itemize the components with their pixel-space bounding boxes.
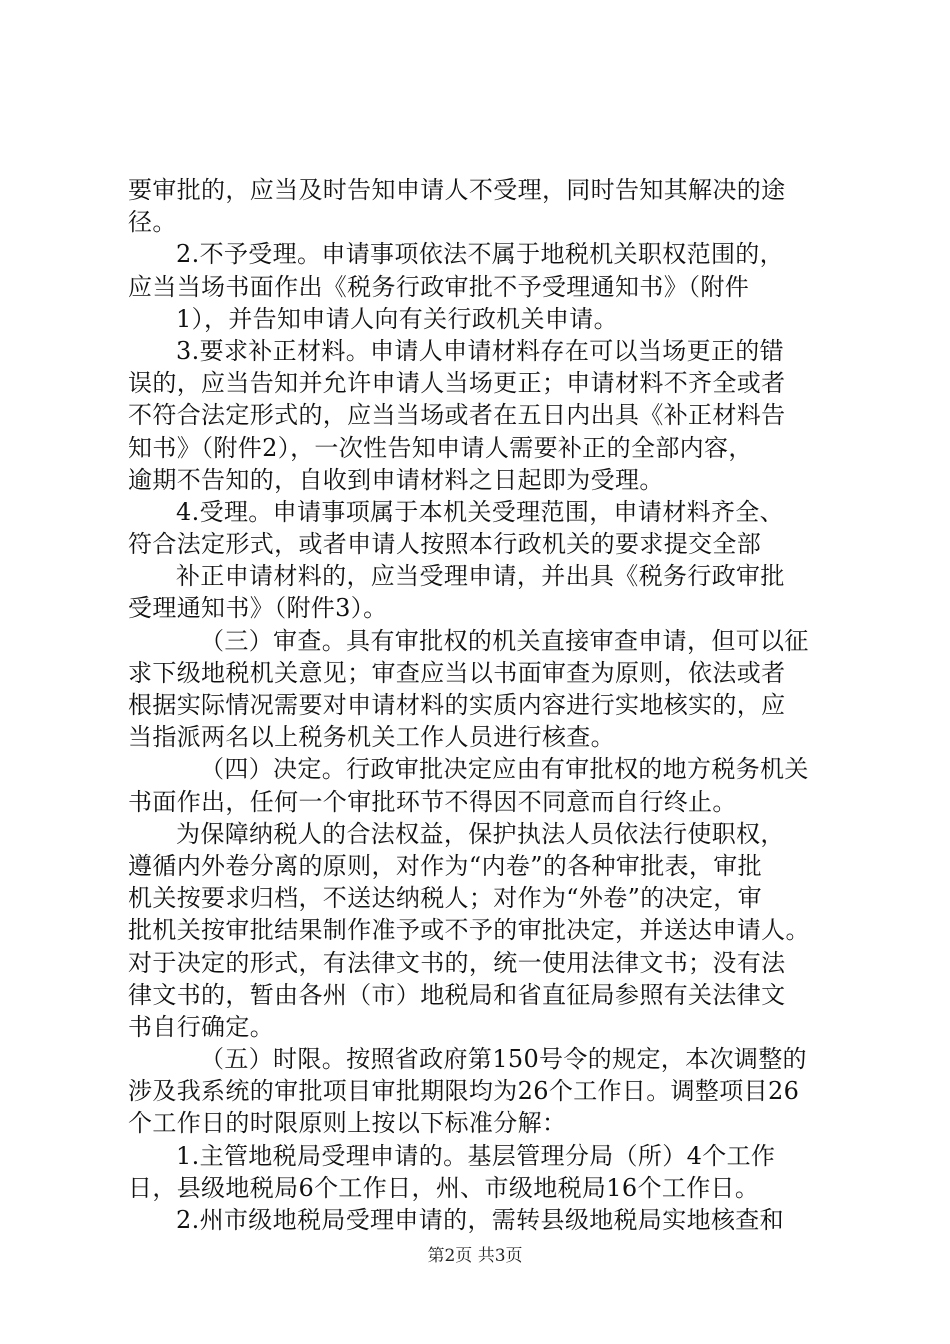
body-line: 逾期不告知的，自收到申请材料之日起即为受理。 xyxy=(128,465,664,494)
body-line: 1），并告知申请人向有关行政机关申请。 xyxy=(176,304,618,333)
body-line: （四）决定。行政审批决定应由有审批权的地方税务机关 xyxy=(200,755,809,784)
body-line: 机关按要求归档，不送达纳税人；对作为“外卷”的决定，审 xyxy=(128,884,762,913)
body-line: 2.不予受理。申请事项依法不属于地税机关职权范围的， xyxy=(176,240,784,269)
body-line: 符合法定形式，或者申请人按照本行政机关的要求提交全部 xyxy=(128,530,762,559)
body-line: 误的，应当告知并允许申请人当场更正；申请材料不齐全或者 xyxy=(128,369,786,398)
body-line: 律文书的，暂由各州（市）地税局和省直征局参照有关法律文 xyxy=(128,980,786,1009)
body-line: 个工作日的时限原则上按以下标准分解： xyxy=(128,1109,567,1138)
body-line: 遵循内外卷分离的原则，对作为“内卷”的各种审批表，审批 xyxy=(128,851,762,880)
body-line: 涉及我系统的审批项目审批期限均为26个工作日。调整项目26 xyxy=(128,1077,800,1106)
body-line: 应当当场书面作出《税务行政审批不予受理通知书》（附件 xyxy=(128,272,750,301)
body-line: 受理通知书》（附件3）。 xyxy=(128,594,388,623)
body-line: （三）审查。具有审批权的机关直接审查申请，但可以征 xyxy=(200,626,809,655)
body-line: 知书》（附件2），一次性告知申请人需要补正的全部内容， xyxy=(128,433,753,462)
body-line: 当指派两名以上税务机关工作人员进行核查。 xyxy=(128,723,615,752)
body-line: 对于决定的形式，有法律文书的，统一使用法律文书；没有法 xyxy=(128,948,786,977)
page-number-footer: 第2页 共3页 xyxy=(427,1246,523,1266)
body-line: 不符合法定形式的，应当当场或者在五日内出具《补正材料告 xyxy=(128,401,786,430)
body-line: 为保障纳税人的合法权益，保护执法人员依法行使职权， xyxy=(176,819,785,848)
document-body xyxy=(128,174,828,1236)
body-line: 批机关按审批结果制作准予或不予的审批决定，并送达申请人。 xyxy=(128,916,810,945)
body-line: 补正申请材料的，应当受理申请，并出具《税务行政审批 xyxy=(176,562,785,591)
body-line: 书面作出，任何一个审批环节不得因不同意而自行终止。 xyxy=(128,787,737,816)
body-line: 1.主管地税局受理申请的。基层管理分局（所）4个工作 xyxy=(176,1141,776,1170)
body-line: 径。 xyxy=(128,208,177,237)
body-line: 根据实际情况需要对申请材料的实质内容进行实地核实的，应 xyxy=(128,691,786,719)
body-line: （五）时限。按照省政府第150号令的规定，本次调整的 xyxy=(200,1045,807,1074)
body-line: 日，县级地税局6个工作日，州、市级地税局16个工作日。 xyxy=(128,1173,760,1202)
body-line: 3.要求补正材料。申请人申请材料存在可以当场更正的错 xyxy=(176,336,784,365)
body-line: 求下级地税机关意见；审查应当以书面审查为原则，依法或者 xyxy=(128,658,786,687)
body-line: 要审批的，应当及时告知申请人不受理，同时告知其解决的途 xyxy=(128,176,786,204)
body-line: 书自行确定。 xyxy=(128,1012,275,1041)
body-line: 4.受理。申请事项属于本机关受理范围，申请材料齐全、 xyxy=(176,497,784,526)
body-line: 2.州市级地税局受理申请的，需转县级地税局实地核查和 xyxy=(176,1206,784,1234)
